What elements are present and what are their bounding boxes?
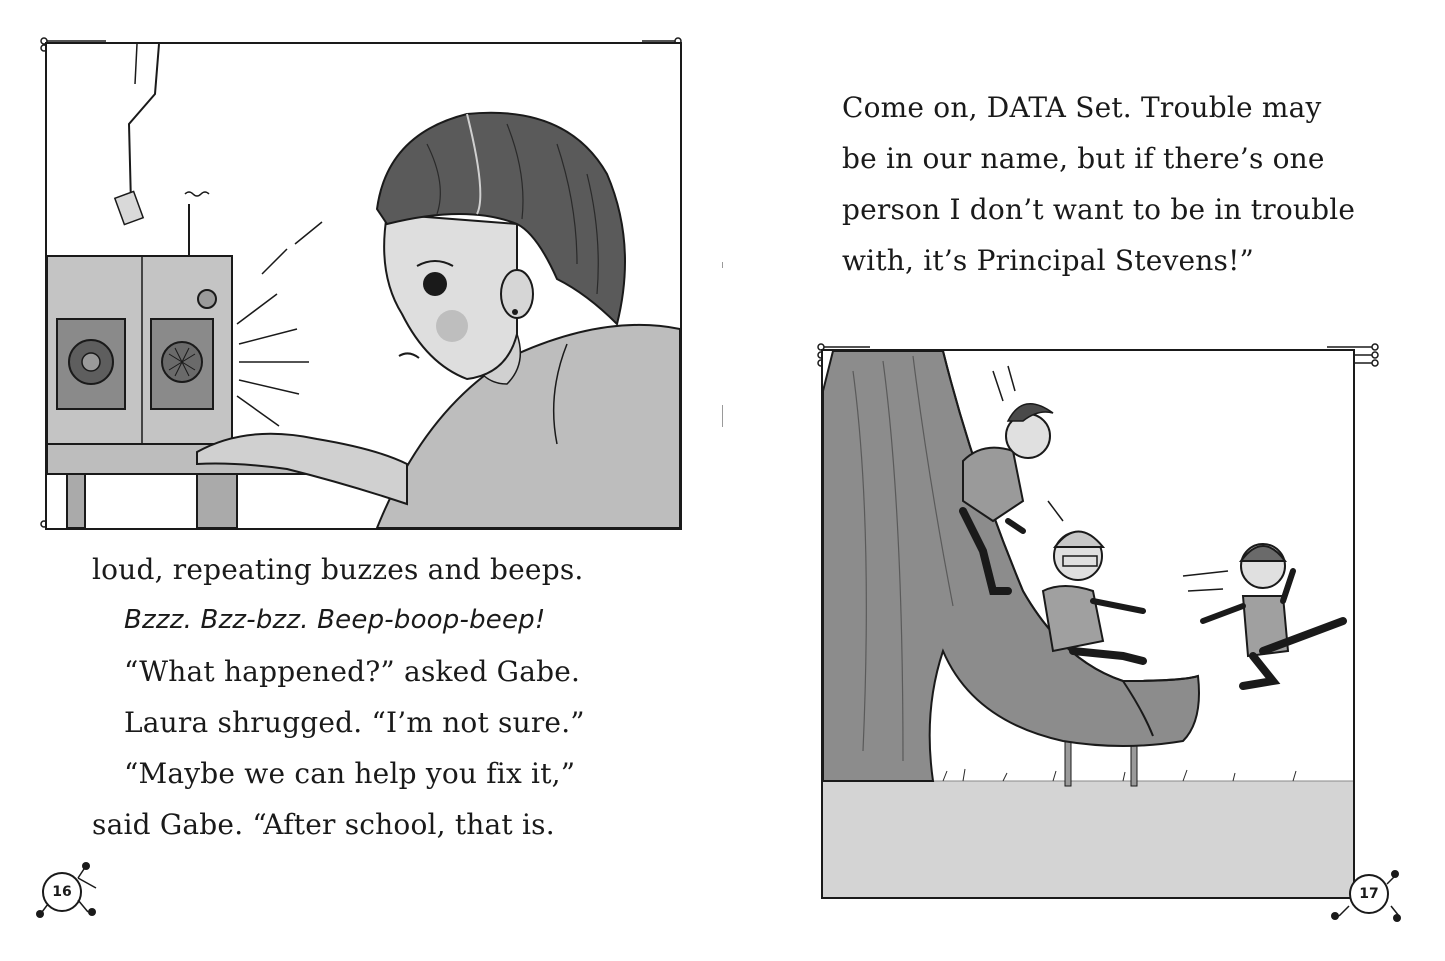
- illustration-girl-with-robot-speaker: [45, 42, 682, 530]
- text-line: be in our name, but if there’s one: [842, 142, 1325, 175]
- left-page: [0, 0, 722, 961]
- text-line-sound-effect: Bzzz. Bzz-bzz. Beep-boop-beep!: [124, 605, 546, 635]
- circuit-node-icon: [1329, 866, 1403, 926]
- left-page-text: [92, 544, 622, 850]
- text-line: loud, repeating buzzes and beeps.: [92, 553, 584, 586]
- page-number-left: 16: [42, 872, 82, 912]
- right-page: [723, 0, 1445, 961]
- text-line: with, it’s Principal Stevens!”: [842, 244, 1255, 277]
- text-line: Come on, DATA Set. Trouble may: [842, 91, 1322, 124]
- right-page-text: [842, 82, 1372, 286]
- text-line: “What happened?” asked Gabe.: [124, 655, 581, 688]
- text-line: “Maybe we can help you fix it,”: [124, 757, 576, 790]
- circuit-node-icon: [34, 860, 104, 920]
- text-line: Laura shrugged. “I’m not sure.”: [124, 706, 585, 739]
- text-line: person I don’t want to be in trouble: [842, 193, 1356, 226]
- page-number-right: 17: [1349, 874, 1389, 914]
- illustration-kids-on-slide: [821, 349, 1355, 899]
- text-line: said Gabe. “After school, that is.: [92, 808, 555, 841]
